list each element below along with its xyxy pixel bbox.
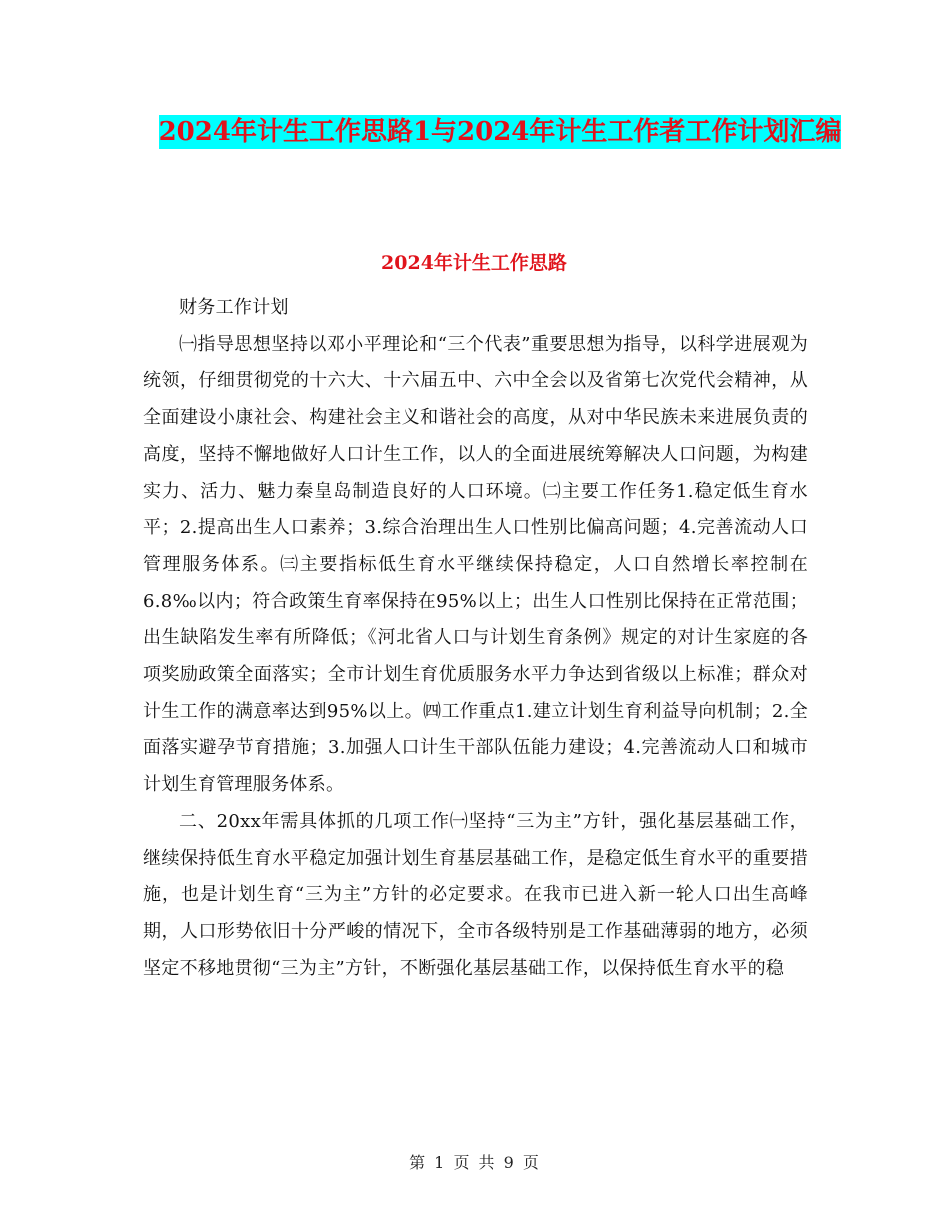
document-title-text: 2024年计生工作思路1与2024年计生工作者工作计划汇编 [158,117,842,147]
document-title [140,110,860,154]
paragraph: 二、20xx年需具体抓的几项工作㈠坚持“三为主”方针，强化基层基础工作，继续保持低生育水平稳定加强计划生育基层基础工作，是稳定低生育水平的重要措施，也是计划生育“三为主”方针的必定要求。在我市已进入新一轮人口出生高峰期，人口形势依旧十分严峻的情况下，全市各级特别是工作基础薄弱的地方，必须坚定不移地贯彻“三为主”方针，不断强化基层基础工作，以保持低生育水平的稳 [143,810,808,979]
paragraph: ㈠指导思想坚持以邓小平理论和“三个代表”重要思想为指导，以科学进展观为统领，仔细贯彻党的十六大、十六届五中、六中全会以及省第七次党代会精神，从全面建设小康社会、构建社会主义和谐社会的高度，从对中华民族未来进展负责的高度，坚持不懈地做好人口计生工作，以人的全面进展统筹解决人口问题，为构建实力、活力、魅力秦皇岛制造良好的人口环境。㈡主要工作任务1.稳定低生育水平；2.提高出生人口素养；3.综合治理出生人口性别比偏高问题；4.完善流动人口管理服务体系。㈢主要指标低生育水平继续保持稳定，人口自然增长率控制在6.8‰以内；符合政策生育率保持在95%以上；出生人口性别比保持在正常范围；出生缺陷发生率有所降低；《河北省人口与计划生育条例》规定的对计生家庭的各项奖励政策全面落实；全市计划生育优质服务水平力争达到省级以上标准；群众对计生工作的满意率达到95%以上。㈣工作重点1.建立计划生育利益导向机制；2.全面落实避孕节育措施；3.加强人口计生干部队伍能力建设；4.完善流动人口和城市计划生育管理服务体系。 [143,333,808,796]
section-title: 2024年计生工作思路 [381,252,567,274]
paragraph-heading: 财务工作计划 [179,297,289,318]
document-body [143,290,808,987]
page-footer: 第 1 页 共 9 页 [409,1153,541,1172]
